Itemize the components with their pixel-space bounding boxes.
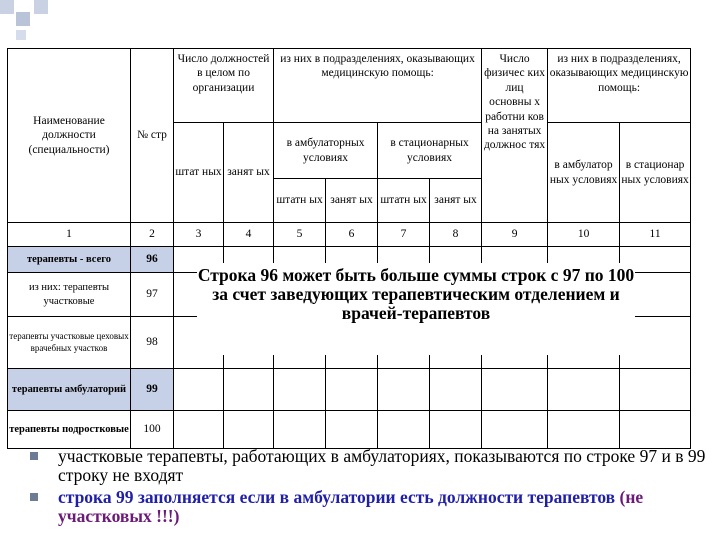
- col-number: 2: [131, 223, 174, 247]
- row-number: 97: [131, 273, 174, 317]
- header-positions-subdiv: из них в подразделениях, оказывающих медицинскую помощь:: [274, 49, 482, 123]
- row-number: 96: [131, 247, 174, 273]
- header-persons-total: Число физичес ких лиц основны х работни ков на занятых должнос тях: [482, 49, 548, 223]
- staffing-table: [7, 48, 691, 449]
- header-occupied-inpatient: занят ых: [430, 179, 482, 223]
- header-row-no: № стр: [131, 49, 174, 223]
- col-number: 5: [274, 223, 326, 247]
- callout-note: Строка 96 может быть больше суммы строк с 97 по 100 за счет заведующих терапевтическим отделением и врачей-терапевтов: [197, 263, 635, 355]
- header-occupied-outpatient: занят ых: [326, 179, 378, 223]
- notes-list: [30, 447, 710, 529]
- table-row: [8, 411, 691, 449]
- note-text: строка 99 заполняется если в амбулатории есть должности терапевтов: [58, 487, 616, 507]
- header-outpatient-2: в амбулатор ных условиях: [548, 123, 620, 223]
- note-text: участковые терапевты, работающих в амбулаториях, показываются по строке 97 и в 99 строку не входят: [58, 446, 706, 485]
- row-number: 99: [131, 369, 174, 411]
- decorative-square: [16, 30, 26, 40]
- col-number: 7: [378, 223, 430, 247]
- header-name: Наименование должности (специальности): [8, 49, 131, 223]
- row-number: 100: [131, 411, 174, 449]
- row-label: терапевты участковые цеховых врачебных участков: [8, 317, 131, 369]
- note-highlight: (не участковых !!!): [58, 487, 644, 526]
- table-row: [8, 369, 691, 411]
- row-label: терапевты амбулаторий: [8, 369, 131, 411]
- header-positions-total: Число должностей в целом по организации: [174, 49, 274, 123]
- header-persons-subdiv: из них в подразделениях, оказывающих медицинскую помощь:: [548, 49, 691, 123]
- list-item: [30, 447, 710, 485]
- col-number: 8: [430, 223, 482, 247]
- col-number: 9: [482, 223, 548, 247]
- header-outpatient: в амбулаторных условиях: [274, 123, 378, 179]
- decorative-square: [16, 12, 30, 26]
- row-number: 98: [131, 317, 174, 369]
- col-number: 3: [174, 223, 224, 247]
- square-bullet-icon: [30, 452, 38, 460]
- decorative-square: [34, 0, 48, 14]
- decorative-square: [0, 0, 14, 14]
- header-occupied: занят ых: [224, 123, 274, 223]
- header-inpatient-2: в стационар ных условиях: [620, 123, 691, 223]
- header-staff-inpatient: штатн ых: [378, 179, 430, 223]
- col-number: 4: [224, 223, 274, 247]
- header-staff: штат ных: [174, 123, 224, 223]
- col-number: 1: [8, 223, 131, 247]
- header-inpatient: в стационарных условиях: [378, 123, 482, 179]
- row-label: терапевты - всего: [8, 247, 131, 273]
- header-staff-outpatient: штатн ых: [274, 179, 326, 223]
- col-number: 11: [620, 223, 691, 247]
- col-number: 6: [326, 223, 378, 247]
- square-bullet-icon: [30, 493, 38, 501]
- list-item: [30, 488, 710, 526]
- row-label: терапевты подростковые: [8, 411, 131, 449]
- col-number: 10: [548, 223, 620, 247]
- row-label: из них: терапевты участковые: [8, 273, 131, 317]
